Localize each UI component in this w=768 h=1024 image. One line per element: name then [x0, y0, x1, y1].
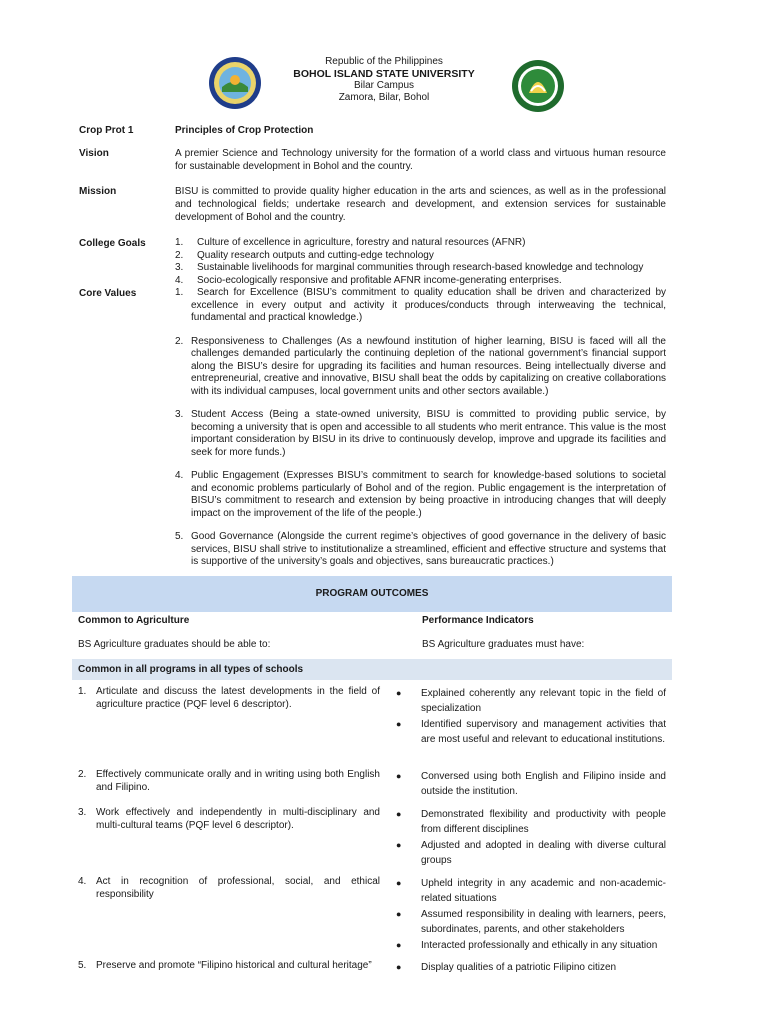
- list-item: 1. Culture of excellence in agriculture, forestry and natural resources (AFNR): [175, 237, 526, 248]
- outcomes-band: [72, 659, 672, 680]
- indicator-list: [394, 807, 666, 869]
- outcome-text: Act in recognition of professional, social, and ethical responsibility: [96, 876, 380, 900]
- list-item: 3. Sustainable livelihoods for marginal communities through research-based knowledge and technology: [175, 262, 644, 273]
- course-code: Crop Prot 1: [79, 125, 134, 136]
- list-item: 4. Socio-ecologically responsive and profitable AFNR income-generating enterprises.: [175, 274, 562, 286]
- indicator-list: [394, 960, 666, 976]
- outcomes-column-heads: [72, 612, 672, 658]
- college-goals-label: College Goals: [79, 238, 146, 249]
- indicator-item: ● Assumed responsibility in dealing with learners, peers, subordinates, parents, and other stakeholders: [396, 909, 666, 935]
- outcome-text: Preserve and promote “Filipino historical and cultural heritage”: [96, 960, 372, 971]
- core-values-label: Core Values: [79, 288, 137, 299]
- list-item: 4. Public Engagement (Expresses BISU’s commitment to search for knowledge-based solutions to societal and economic problems particularly of Bohol and of the region. Public engagement is the interpretation of BISU’s commitment to research and extension by being proactive in introducing changes that will deeply impact on the improvement of the life of the people.): [175, 470, 666, 519]
- col-right-heading: Performance Indicators: [422, 615, 534, 626]
- mission-label: Mission: [79, 186, 117, 197]
- indicator-item: ● Conversed using both English and Filipino inside and outside the institution.: [396, 771, 666, 797]
- indicator-list: [394, 876, 666, 954]
- outcome-text: Effectively communicate orally and in writing using both English and Filipino.: [96, 769, 380, 793]
- campus-address: Zamora, Bilar, Bohol: [338, 92, 430, 103]
- outcome-text: Work effectively and independently in multi-disciplinary and multi-cultural teams (PQF level 6 descriptor).: [96, 807, 380, 831]
- list-item: 3. Student Access (Being a state-owned university, BISU is committed to providing public service, by becoming a university that is open and accessible to all students who merit entrance. This value is the most important consideration by BISU in its drive to continuously develop, improve and upgrade its facilities and seek for more funds.): [175, 409, 666, 458]
- republic-line: Republic of the Philippines: [325, 56, 443, 67]
- col-left-heading: Common to Agriculture: [78, 615, 190, 626]
- campus-name: Bilar Campus: [353, 80, 415, 91]
- indicator-list: [394, 686, 666, 748]
- band-label: Common in all programs in all types of schools: [78, 664, 304, 675]
- row-number: 5.: [78, 960, 87, 971]
- core-values-list: [175, 287, 666, 580]
- college-goals-list: [175, 237, 666, 287]
- mission-text: BISU is committed to provide quality higher education in the arts and sciences, as well as in the professional and technological fields; undertake research and development, and extension services for sustainable development of Bohol and the country.: [175, 186, 666, 223]
- indicator-item: ● Upheld integrity in any academic and non-academic-related situations: [396, 878, 666, 904]
- program-outcomes-header: PROGRAM OUTCOMES: [72, 576, 672, 612]
- list-item: 2. Quality research outputs and cutting-edge technology: [175, 249, 434, 261]
- indicator-item: ● Explained coherently any relevant topic in the field of specialization: [396, 688, 666, 714]
- indicator-item: ● Identified supervisory and management activities that are most useful and relevant to educational institutions.: [396, 719, 666, 745]
- course-title: Principles of Crop Protection: [175, 125, 314, 136]
- indicator-item: ● Demonstrated flexibility and productivity with people from different disciplines: [396, 809, 666, 835]
- list-item: 5. Good Governance (Alongside the current regime’s objectives of good governance in the delivery of basic services, BISU shall strive to institutionalize a streamlined, efficient and effective structure and systems that is supportive of the university’s goals and objectives, sans bureaucratic practices.): [175, 531, 666, 567]
- row-number: 2.: [78, 769, 87, 780]
- row-number: 3.: [78, 807, 87, 818]
- university-name: BOHOL ISLAND STATE UNIVERSITY: [293, 68, 475, 80]
- list-item: 2. Responsiveness to Challenges (As a newfound institution of higher learning, BISU is faced will all the challenges demanded particularly the continuing depletion of the national government’s financial support along the BISU’s desire for upgrading its facilities and human resources. Being intellectually diverse and entrepreneurial, creative and innovative, BISU shall beat the odds by capitalizing on creative collaborations with its individual campuses, local government units and other sectors available.): [175, 335, 666, 397]
- col-right-subheading: BS Agriculture graduates must have:: [422, 639, 585, 650]
- list-item: 1. Search for Excellence (BISU’s commitment to quality education shall be driven and characterized by excellence in every output and activity it produces/conducts through interweaving the technical, fundamental and practical knowledge.): [175, 287, 666, 323]
- row-number: 1.: [78, 686, 87, 697]
- col-left-subheading: BS Agriculture graduates should be able to:: [78, 639, 271, 650]
- indicator-item: ● Adjusted and adopted in dealing with diverse cultural groups: [396, 840, 666, 866]
- letterhead: [0, 56, 768, 104]
- row-number: 4.: [78, 876, 87, 887]
- vision-text: A premier Science and Technology university for the formation of a world class and virtuous human resource for sustainable development in Bohol and the country.: [175, 148, 666, 172]
- indicator-item: ● Display qualities of a patriotic Filipino citizen: [396, 962, 617, 973]
- vision-label: Vision: [79, 148, 109, 159]
- indicator-item: ● Interacted professionally and ethically in any situation: [396, 940, 658, 951]
- indicator-list: [394, 769, 666, 800]
- outcome-text: Articulate and discuss the latest developments in the field of agriculture practice (PQF level 6 descriptor).: [96, 686, 380, 710]
